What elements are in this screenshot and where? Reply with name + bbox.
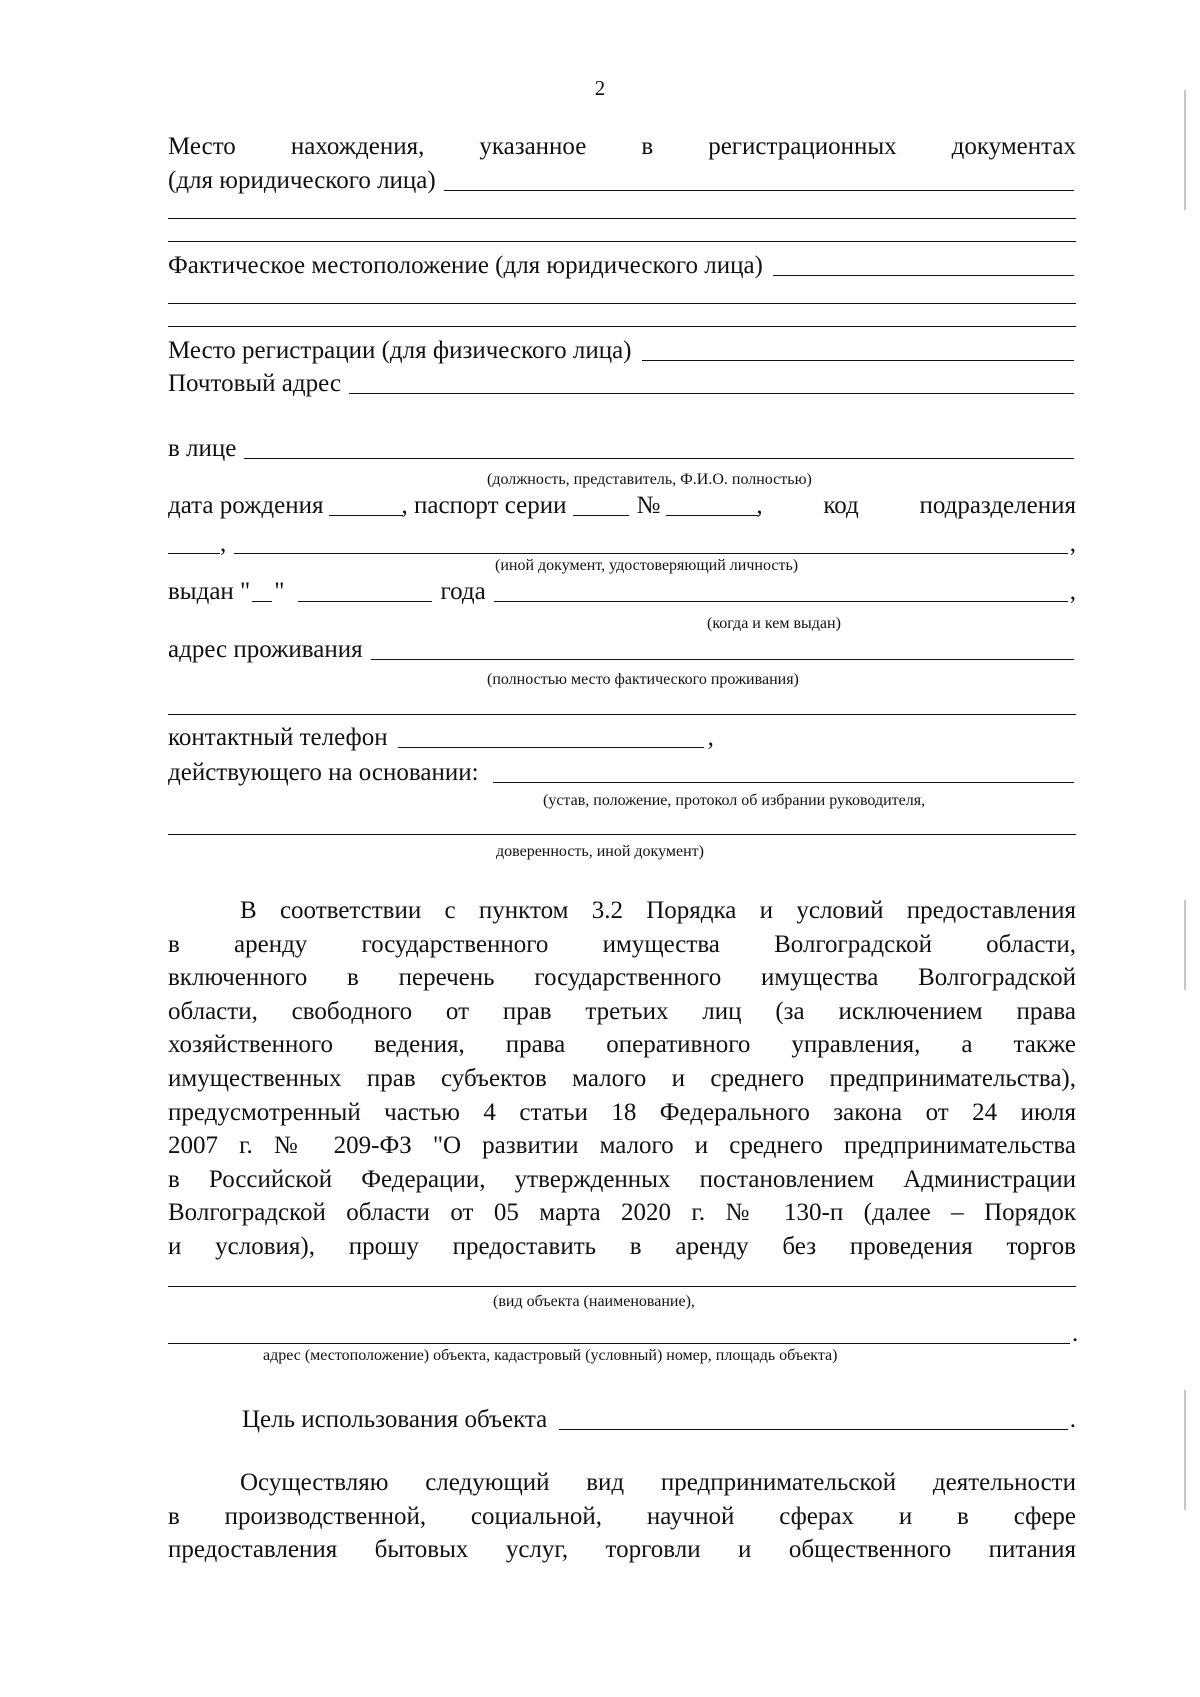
blank-line[interactable] [444,190,1074,191]
paragraph-line: 2007 г. № 209-ФЗ "О развитии малого и среднего предпринимательства [168,1132,1076,1160]
paragraph-line: в аренду государственного имущества Волгоградской области, [168,930,1076,958]
object-address-caption: адрес (местоположение) объекта, кадастровый (условный) номер, площадь объекта) [263,1347,838,1364]
object-address-line[interactable] [168,1343,1070,1344]
legal-location-line-2[interactable] [168,218,1076,219]
legal-location-line-3[interactable] [168,241,1076,242]
blank-line[interactable] [773,275,1074,276]
issued-caption: (когда и кем выдан) [707,615,841,632]
object-address-dot: . [1072,1320,1079,1347]
object-type-caption: (вид объекта (наименование), [493,1293,695,1310]
basis-caption-1: (устав, положение, протокол об избрании руководителя, [543,792,926,809]
paragraph-line: предусмотренный частью 4 статьи 18 Федерального закона от 24 июля [168,1098,1076,1126]
residence-caption: (полностью место фактического проживания) [487,671,799,688]
issued-day-blank[interactable] [252,601,272,602]
basis-field[interactable]: действующего на основании: [168,757,1076,789]
residence-field[interactable]: адрес проживания [168,634,1076,666]
basis-line-2[interactable] [168,834,1076,835]
issued-row[interactable]: выдан " " года , [168,578,1076,605]
blank-line[interactable] [371,659,1074,660]
paragraph-line: Осуществляю следующий вид предпринимательской деятельности [240,1469,1076,1496]
scan-edge-mark [1184,1390,1186,1510]
paragraph-line: хозяйственного ведения, права оперативного управления, а также [168,1031,1076,1059]
residence-line-2[interactable] [168,714,1076,715]
paragraph-line: имущественных прав субъектов малого и среднего предпринимательства), [168,1064,1076,1092]
basis-caption-2: доверенность, иной документ) [496,843,704,860]
birth-passport-row[interactable]: дата рождения , паспорт серии № , код подразделения [168,492,1076,519]
paragraph-line: в Российской Федерации, утвержденных постановлением Администрации [168,1165,1076,1193]
issued-by-blank[interactable] [494,601,1068,602]
phone-blank[interactable] [398,747,704,748]
postal-address-field[interactable]: Почтовый адрес [168,368,1076,400]
purpose-field[interactable]: Цель использования объекта . [242,1406,1076,1433]
page-number: 2 [594,76,606,100]
legal-location-heading: Место нахождения, указанное в регистрационных документах [168,133,1076,160]
paragraph-line: В соответствии с пунктом 3.2 Порядка и условий предоставления [240,897,1076,924]
other-document-caption: (иной документ, удостоверяющий личность) [495,557,799,574]
paragraph-line: и условия), прошу предоставить в аренду без проведения торгов [168,1232,1076,1260]
representative-field[interactable]: в лице [168,433,1076,465]
other-document-row[interactable]: , , [168,528,1076,560]
actual-location-field[interactable]: Фактическое местоположение (для юридического лица) [168,250,1076,282]
blank-line[interactable] [493,782,1074,783]
legal-location-field[interactable]: (для юридического лица) [168,165,1076,197]
paragraph-line: Волгоградской области от 05 марта 2020 г. № 130-п (далее – Порядок [168,1199,1076,1227]
blank-line[interactable] [244,458,1074,459]
blank-line[interactable] [349,393,1074,394]
scan-edge-mark [1184,900,1186,990]
representative-caption: (должность, представитель, Ф.И.О. полностью) [487,471,812,488]
purpose-blank[interactable] [559,1429,1068,1430]
activity-paragraph [168,1466,1076,1567]
department-code-blank[interactable] [168,553,220,554]
paragraph-line: включенного в перечень государственного имущества Волгоградской [168,964,1076,992]
paragraph-line: области, свободного от прав третьих лиц (за исключением права [168,997,1076,1025]
passport-number-blank[interactable] [666,515,758,516]
phone-field[interactable]: контактный телефон , [168,724,714,751]
object-type-line[interactable] [168,1286,1076,1287]
passport-series-blank[interactable] [573,515,629,516]
actual-location-line-2[interactable] [168,303,1076,304]
blank-line[interactable] [642,360,1074,361]
main-paragraph [168,894,1076,1264]
issued-month-blank[interactable] [298,601,432,602]
birth-date-blank[interactable] [329,515,403,516]
other-document-blank[interactable] [234,553,1068,554]
registration-field[interactable]: Место регистрации (для физического лица) [168,335,1076,367]
paragraph-line: в производственной, социальной, научной сферах и в сфере [168,1502,1076,1530]
scan-edge-mark [1184,90,1186,210]
paragraph-line: предоставления бытовых услуг, торговли и общественного питания [168,1536,1076,1564]
actual-location-line-3[interactable] [168,326,1076,327]
